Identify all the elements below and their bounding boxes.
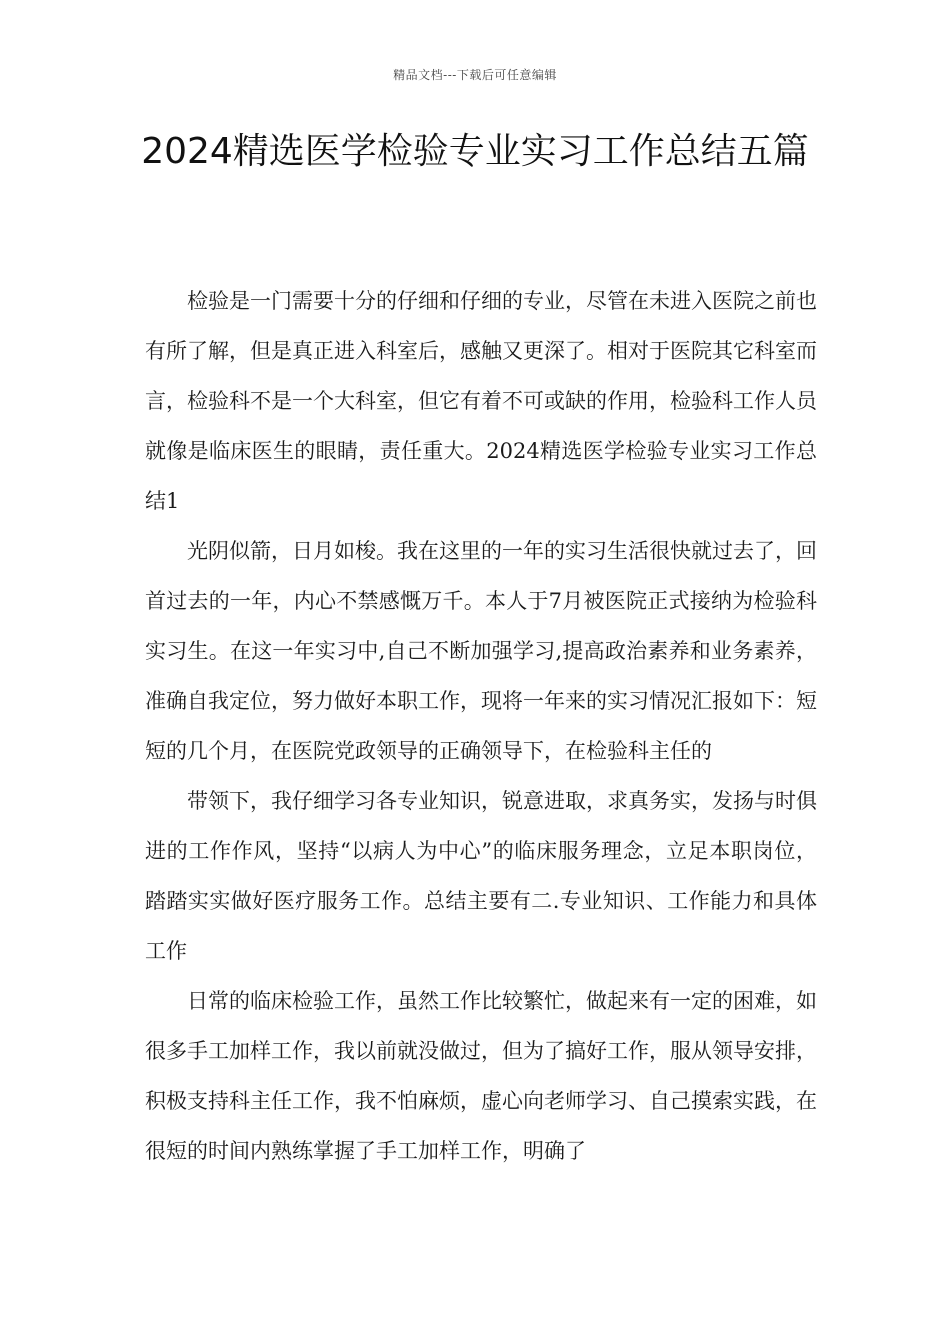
header-note: 精品文档---下载后可任意编辑: [393, 68, 557, 82]
paragraph-1: 检验是一门需要十分的仔细和仔细的专业，尽管在未进入医院之前也有所了解，但是真正进入科室后，感触又更深了。相对于医院其它科室而言，检验科不是一个大科室，但它有着不可或缺的作用，检验科工作人员就像是临床医生的眼睛，责任重大。2024精选医学检验专业实习工作总结1: [145, 289, 817, 513]
paragraph-4: 日常的临床检验工作，虽然工作比较繁忙，做起来有一定的困难，如很多手工加样工作，我以前就没做过，但为了搞好工作，服从领导安排，积极支持科主任工作，我不怕麻烦，虚心向老师学习、自己摸索实践，在很短的时间内熟练掌握了手工加样工作，明确了: [145, 989, 817, 1163]
paragraph-2: 光阴似箭，日月如梭。我在这里的一年的实习生活很快就过去了，回首过去的一年，内心不禁感慨万千。本人于7月被医院正式接纳为检验科实习生。在这一年实习中,自己不断加强学习,提高政治素养和业务素养，准确自我定位，努力做好本职工作，现将一年来的实习情况汇报如下：短短的几个月，在医院党政领导的正确领导下，在检验科主任的: [145, 539, 817, 763]
document-body: [145, 276, 817, 1176]
document-title: 2024精选医学检验专业实习工作总结五篇: [141, 131, 809, 172]
paragraph-3: 带领下，我仔细学习各专业知识，锐意进取，求真务实，发扬与时俱进的工作作风，坚持“以病人为中心”的临床服务理念，立足本职岗位，踏踏实实做好医疗服务工作。总结主要有二.专业知识、工作能力和具体工作: [145, 789, 817, 963]
